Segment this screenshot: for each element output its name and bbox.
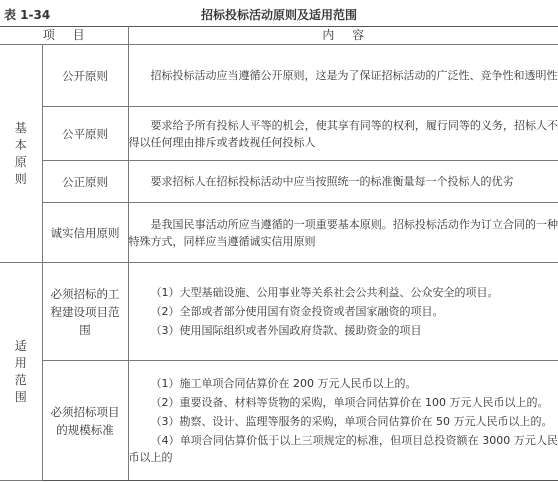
clause: （1）施工单项合同估算价在 200 万元人民币以上的。 (150, 377, 417, 390)
content-good-faith-principle: 是我国民事活动所应当遵循的一项重要基本原则。招标投标活动作为订立合同的一种特殊方式，同样应当遵循诚实信用原则 (128, 203, 558, 263)
principles-table (0, 26, 558, 481)
item-just-principle: 公正原则 (42, 161, 128, 203)
table-row (0, 203, 558, 263)
item-fair-principle: 公平原则 (42, 107, 128, 161)
clause: （2）重要设备、材料等货物的采购，单项合同估算价在 100 万元人民币以上的。 (150, 396, 549, 409)
clause: （1）大型基础设施、公用事业等关系社会公共利益、公众安全的项目。 (150, 286, 499, 299)
group-label-scope: 适用范围 (0, 263, 42, 481)
content-open-principle: 招标投标活动应当遵循公开原则，这是为了保证招标活动的广泛性、竞争性和透明性 (128, 45, 558, 107)
content-mandatory-projects (128, 263, 558, 361)
table-title: 招标投标活动原则及适用范围 (200, 8, 357, 22)
table-row (0, 161, 558, 203)
item-good-faith-principle: 诚实信用原则 (42, 203, 128, 263)
table-row (0, 107, 558, 161)
clause: （3）使用国际组织或者外国政府贷款、援助资金的项目 (150, 324, 422, 337)
clause: （3）勘察、设计、监理等服务的采购，单项合同估算价在 50 万元人民币以上的。 (150, 415, 553, 428)
table-row (0, 45, 558, 107)
content-scale-standard (128, 361, 558, 481)
table-row (0, 361, 558, 481)
table-number: 表 1-34 (4, 8, 51, 22)
item-scale-standard: 必须招标项目的规模标准 (42, 361, 128, 481)
table-row (0, 263, 558, 361)
item-open-principle: 公开原则 (42, 45, 128, 107)
clause: （2）全部或者部分使用国有资金投资或者国家融资的项目。 (150, 305, 444, 318)
clause: （4）单项合同估算价低于以上三项规定的标准，但项目总投资额在 3000 万元人民币以上的 (128, 434, 558, 464)
group-label-basic-principles: 基本原则 (0, 45, 42, 263)
content-just-principle: 要求招标人在招标投标活动中应当按照统一的标准衡量每一个投标人的优劣 (128, 161, 558, 203)
header-row (0, 27, 558, 45)
item-mandatory-projects: 必须招标的工程建设项目范围 (42, 263, 128, 361)
content-fair-principle: 要求给予所有投标人平等的机会，使其享有同等的权利，履行同等的义务，招标人不得以任何理由排斥或者歧视任何投标人 (128, 107, 558, 161)
header-item: 项 目 (0, 27, 128, 45)
header-content: 内 容 (128, 27, 558, 45)
